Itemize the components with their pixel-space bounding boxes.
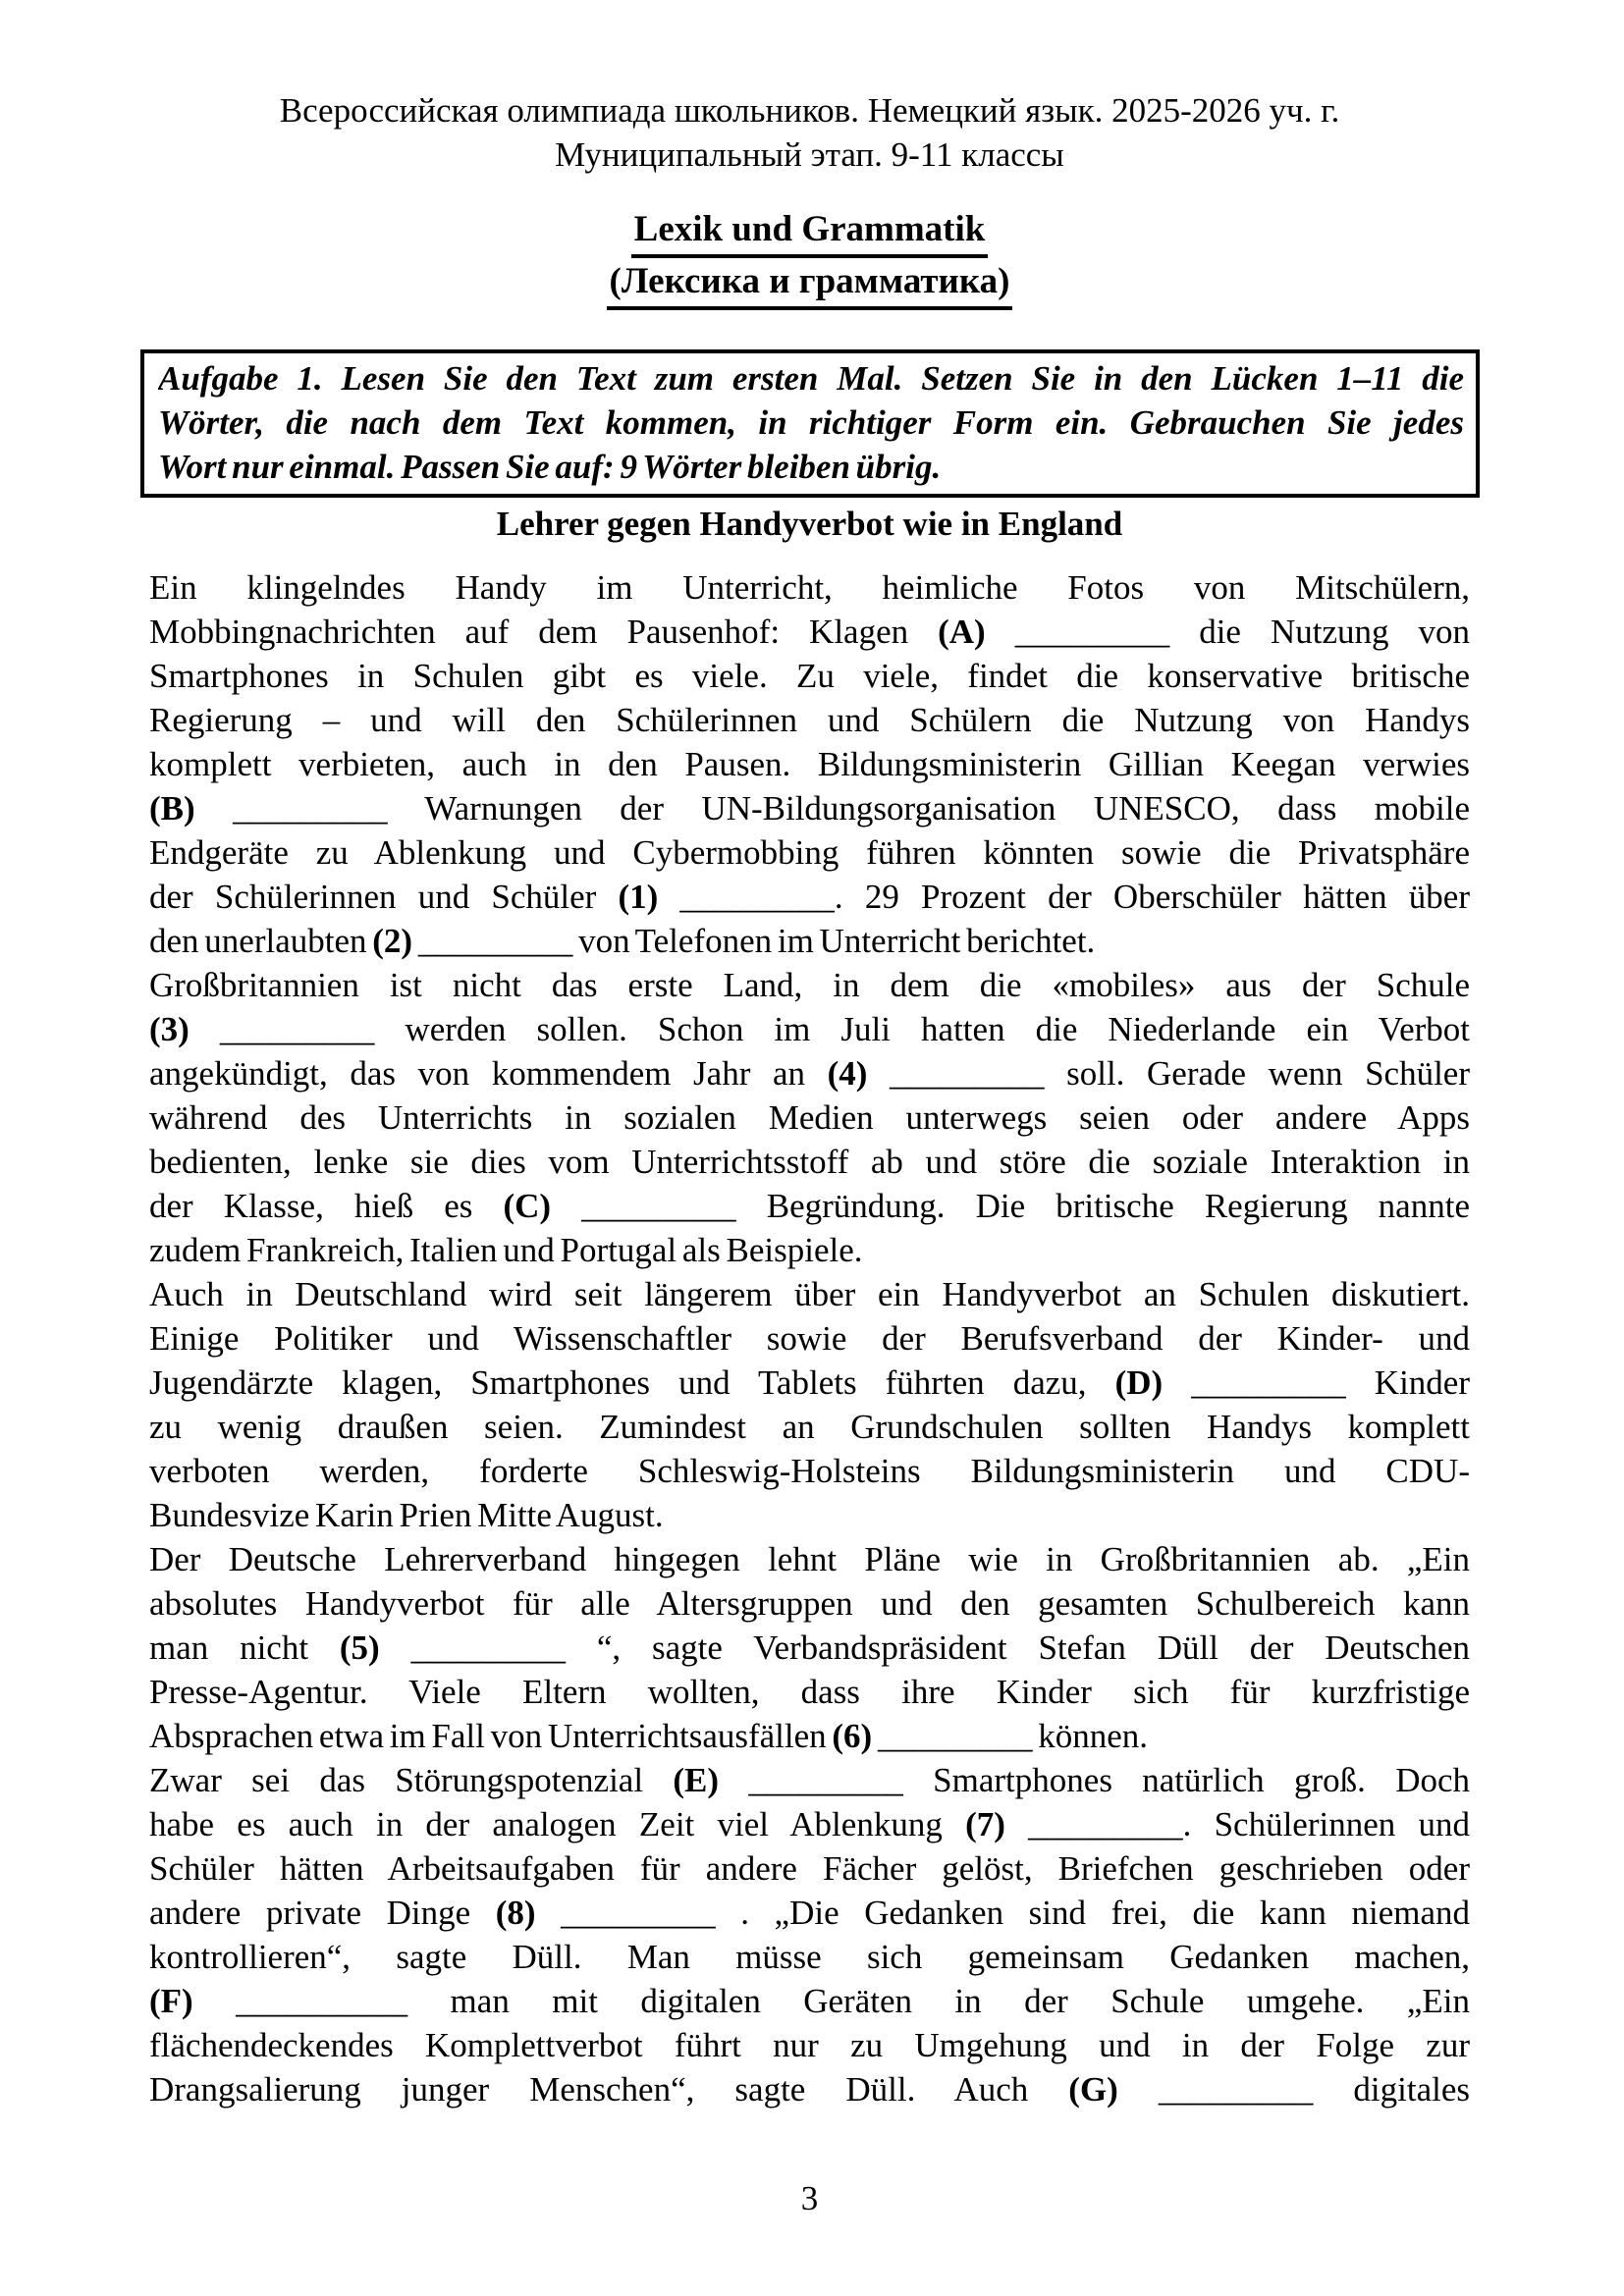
text-line: Der Deutsche Lehrerverband hingegen lehnt Pläne wie in Großbritannien ab. „Ein <box>149 1540 1470 1578</box>
text-line: angekündigt, das von kommendem Jahr an (4) _________ soll. Gerade wenn Schüler <box>149 1054 1470 1093</box>
gap-marker: (6) <box>832 1717 873 1755</box>
text-line: Einige Politiker und Wissenschaftler sowie der Berufsverband der Kinder- und <box>149 1319 1470 1358</box>
text-line: Zwar sei das Störungspotenzial (E) _________ Smartphones natürlich groß. Doch <box>149 1761 1470 1799</box>
text-line: Mobbingnachrichten auf dem Pausenhof: Klagen (A) _________ die Nutzung von <box>149 613 1470 651</box>
text-line: zudem Frankreich, Italien und Portugal als Beispiele. <box>149 1231 863 1269</box>
text-line: Schüler hätten Arbeitsaufgaben für andere Fächer gelöst, Briefchen geschrieben oder <box>149 1849 1470 1888</box>
text-line: den unerlaubten (2) _________ von Telefonen im Unterricht berichtet. <box>149 922 1096 960</box>
gap-marker: (D) <box>1114 1363 1164 1402</box>
text-line: flächendeckendes Komplettverbot führt nur zu Umgehung und in der Folge zur <box>149 2026 1470 2064</box>
text-line: andere private Dinge (8) _________ . „Die Gedanken sind frei, die kann niemand <box>149 1894 1470 1932</box>
section-title-german: Lexik und Grammatik <box>149 206 1470 258</box>
text-line: Presse-Agentur. Viele Eltern wollten, dass ihre Kinder sich für kurzfristige <box>149 1673 1470 1711</box>
text-line: (B) _________ Warnungen der UN-Bildungsorganisation UNESCO, dass mobile <box>149 789 1470 828</box>
gap-marker: (G) <box>1068 2070 1118 2109</box>
gap-marker: (3) <box>149 1010 189 1048</box>
text-line: zu wenig draußen seien. Zumindest an Grundschulen sollten Handys komplett <box>149 1408 1470 1446</box>
running-header <box>149 88 1470 177</box>
text-line: bedienten, lenke sie dies vom Unterrichtsstoff ab und störe die soziale Interaktion in <box>149 1143 1470 1181</box>
text-line: Großbritannien ist nicht das erste Land, in dem die «mobiles» aus der Schule <box>149 966 1470 1004</box>
olympiad-stage: Муниципальный этап. 9-11 классы <box>555 135 1064 174</box>
text-line: Ein klingelndes Handy im Unterricht, heimliche Fotos von Mitschülern, <box>149 568 1470 607</box>
gap-marker: (A) <box>938 613 986 651</box>
section-title-russian: (Лексика и грамматика) <box>149 258 1470 310</box>
text-line: verboten werden, forderte Schleswig-Holsteins Bildungsministerin und CDU- <box>149 1452 1470 1490</box>
text-line: Endgeräte zu Ablenkung und Cybermobbing führen könnten sowie die Privatsphäre <box>149 833 1470 872</box>
article-title: Lehrer gegen Handyverbot wie in England <box>496 505 1123 543</box>
page-content <box>149 0 1470 2220</box>
text-line: kontrollieren“, sagte Düll. Man müsse sich gemeinsam Gedanken machen, <box>149 1938 1470 1976</box>
text-line: Bundesvize Karin Prien Mitte August. <box>149 1496 664 1534</box>
gap-marker: (E) <box>673 1761 720 1799</box>
text-line: komplett verbieten, auch in den Pausen. Bildungsministerin Gillian Keegan verwies <box>149 745 1470 783</box>
section-heading <box>149 206 1470 310</box>
text-line: (3) _________ werden sollen. Schon im Juli hatten die Niederlande ein Verbot <box>149 1010 1470 1048</box>
olympiad-title: Всероссийская олимпиада школьников. Немецкий язык. 2025-2026 уч. г. <box>279 91 1340 130</box>
text-line: Smartphones in Schulen gibt es viele. Zu viele, findet die konservative britische <box>149 657 1470 695</box>
text-line: während des Unterrichts in sozialen Medien unterwegs seien oder andere Apps <box>149 1098 1470 1137</box>
text-line: der Klasse, hieß es (C) _________ Begründung. Die britische Regierung nannte <box>149 1187 1470 1225</box>
gap-marker: (F) <box>149 1982 193 2020</box>
gap-marker: (B) <box>149 789 195 828</box>
task-instructions-box <box>140 349 1480 498</box>
instruction-line: Aufgabe 1. Lesen Sie den Text zum ersten Mal. Setzen Sie in den Lücken 1–11 die <box>158 359 1464 398</box>
gap-marker: (1) <box>618 878 659 916</box>
article-body <box>149 565 1470 2111</box>
instruction-line: Wort nur einmal. Passen Sie auf: 9 Wörter bleiben übrig. <box>158 448 942 486</box>
text-line: Jugendärzte klagen, Smartphones und Tablets führten dazu, (D) _________ Kinder <box>149 1363 1470 1402</box>
text-line: Absprachen etwa im Fall von Unterrichtsausfällen (6) _________ können. <box>149 1717 1149 1755</box>
gap-marker: (4) <box>827 1054 868 1093</box>
instruction-line: Wörter, die nach dem Text kommen, in richtiger Form ein. Gebrauchen Sie jedes <box>158 403 1464 442</box>
gap-marker: (C) <box>503 1187 552 1225</box>
text-line: der Schülerinnen und Schüler (1) _________. 29 Prozent der Oberschüler hätten über <box>149 878 1470 916</box>
gap-marker: (8) <box>495 1894 536 1932</box>
gap-marker: (2) <box>372 922 413 960</box>
text-line: Drangsalierung junger Menschen“, sagte Düll. Auch (G) _________ digitales <box>149 2070 1470 2109</box>
text-line: (F) __________ man mit digitalen Geräten in der Schule umgehe. „Ein <box>149 1982 1470 2020</box>
text-line: man nicht (5) _________ “, sagte Verbandspräsident Stefan Düll der Deutschen <box>149 1629 1470 1667</box>
gap-marker: (7) <box>965 1805 1005 1843</box>
text-line: Regierung – und will den Schülerinnen und Schülern die Nutzung von Handys <box>149 701 1470 739</box>
text-line: habe es auch in der analogen Zeit viel Ablenkung (7) _________. Schülerinnen und <box>149 1805 1470 1843</box>
gap-marker: (5) <box>339 1629 380 1667</box>
text-line: Auch in Deutschland wird seit längerem über ein Handyverbot an Schulen diskutiert. <box>149 1275 1470 1313</box>
text-line: absolutes Handyverbot für alle Altersgruppen und den gesamten Schulbereich kann <box>149 1584 1470 1623</box>
page-number: 3 <box>800 2179 819 2217</box>
